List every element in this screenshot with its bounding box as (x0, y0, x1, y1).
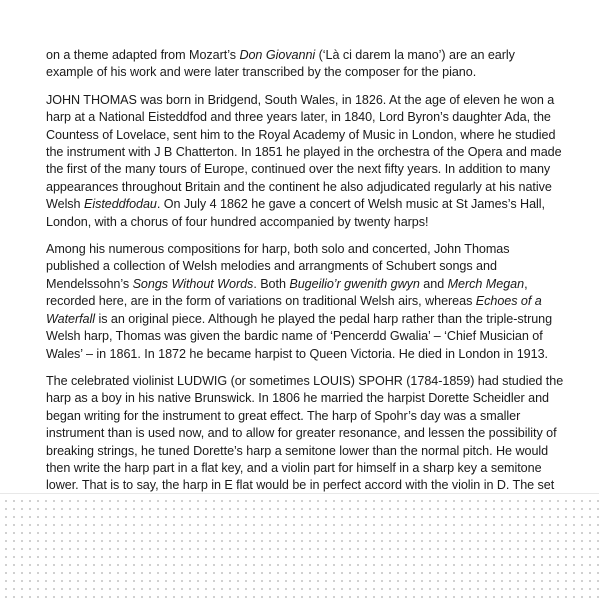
italic-title: Echoes of a Waterfall (46, 294, 542, 326)
text-run: (‘Là ci darem la mano’) are an early example of his work and were later transcribed by the composer for the piano. (46, 48, 515, 80)
text-run: is an original piece. Although he played the pedal harp rather than the triple-strung Welsh harp, Thomas was given the bardic name of ‘Pencerdd Gwalia’ – ‘Chief Musician of Wales’ – in 1861. In 1872 he became harpist to Queen Victoria. He died in London in 1913. (46, 311, 553, 361)
text-run: JOHN THOMAS was born in Bridgend, South Wales, in 1826. At the age of eleven he won a harp at a National Eisteddfod and three years later, in 1840, Lord Byron’s daughter Ada, the Countess of Lovelace, sent him to the Royal Academy of Music in London, where he studied the instrument with J B Chatterton. In 1851 he played in the orchestra of the Opera and made the first of the many tours of Europe, continued over the next fifty years. In addition to many appearances throughout Britain and the continent he also adjudicated regularly at his native Welsh (46, 92, 562, 212)
paragraph-john-thomas-works (46, 241, 564, 363)
italic-title: Bugeilio’r gwenith gwyn (289, 276, 420, 291)
dotted-background (0, 494, 599, 601)
text-run: The celebrated violinist LUDWIG (or sometimes LOUIS) SPOHR (1784-1859) had studied the harp as a boy in his native Brunswick. In 1806 he married the harpist Dorette Scheidler and began writing for the instrument to great effect. The harp of Spohr’s day was a smaller instrument than is used now, and to allow for greater resonance, and lessen the possibility of breaking strings, he tuned Dorette’s harp a semitone lower than the normal pitch. He would then write the harp part in a flat key, and a violin part for himself in a sharp key a semitone lower. That is to say, the harp in E flat would be in perfect accord with the violin in D. The set (46, 373, 564, 493)
text-run: on a theme adapted from Mozart’s (46, 48, 240, 62)
text-run: . On July 4 1862 he gave a concert of Welsh music at St James’s Hall, London, with a chorus of four hundred accompanied by twenty harps! (46, 197, 545, 229)
paragraph-john-thomas-bio (46, 92, 564, 231)
text-run: . Both (253, 276, 290, 291)
italic-title: Songs Without Words (132, 276, 254, 291)
paragraph-spohr-bio (46, 373, 564, 512)
paragraph-mozart-intro (46, 47, 564, 82)
liner-notes-text (46, 47, 564, 522)
italic-title: Don Giovanni (239, 48, 316, 62)
text-run: and (419, 276, 448, 291)
italic-title: Eisteddfodau (83, 197, 157, 212)
text-run: Among his numerous compositions for harp, both solo and concerted, John Thomas published a collection of Welsh melodies and arrangments of Schubert songs and Mendelssohn’s (46, 242, 510, 291)
italic-title: Merch Megan (447, 276, 525, 291)
text-run: , recorded here, are in the form of variations on traditional Welsh airs, whereas (46, 276, 528, 309)
